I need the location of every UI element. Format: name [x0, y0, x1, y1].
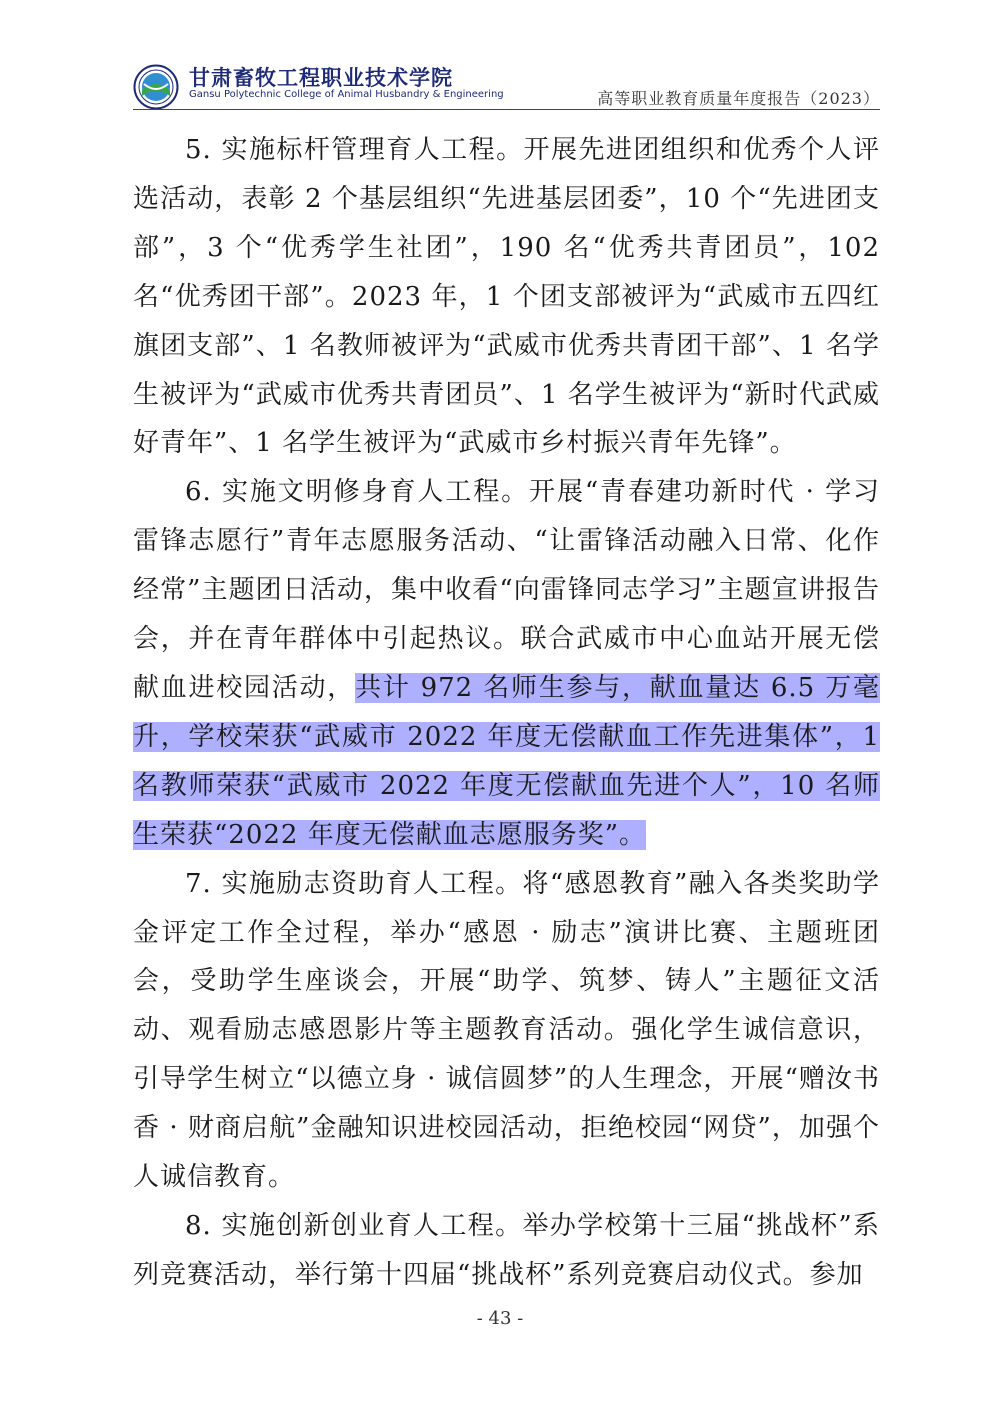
document-body — [133, 126, 880, 1300]
college-seal-icon — [133, 64, 179, 110]
paragraph-5: 5. 实施标杆管理育人工程。开展先进团组织和优秀个人评选活动，表彰 2 个基层组织“先进基层团委”，10 个“先进团支部”，3 个“优秀学生社团”，190 名“优秀共青团员”，102 名“优秀团干部”。2023 年，1 个团支部被评为“武威市五四红旗团支部”、1 名教师被评为“武威市优秀共青团干部”、1 名学生被评为“武威市优秀共青团员”、1 名学生被评为“新时代武威好青年”、1 名学生被评为“武威市乡村振兴青年先锋”。 — [133, 135, 880, 459]
paragraph-6 — [133, 468, 880, 859]
paragraph-8: 8. 实施创新创业育人工程。举办学校第十三届“挑战杯”系列竞赛活动，举行第十四届“挑战杯”系列竞赛启动仪式。参加 — [133, 1210, 880, 1290]
school-name-cn: 甘肃畜牧工程职业技术学院 — [189, 65, 453, 90]
page-header — [133, 58, 880, 113]
paragraph-7: 7. 实施励志资助育人工程。将“感恩教育”融入各类奖助学金评定工作全过程，举办“感恩 · 励志”演讲比赛、主题班团会，受助学生座谈会，开展“助学、筑梦、铸人”主题征文活动、观看励志感恩影片等主题教育活动。强化学生诚信意识，引导学生树立“以德立身 · 诚信圆梦”的人生理念，开展“赠汝书香 · 财商启航”金融知识进校园活动，拒绝校园“网贷”，加强个人诚信教育。 — [133, 868, 880, 1193]
header-divider — [133, 109, 880, 110]
report-title: 高等职业教育质量年度报告（2023） — [597, 89, 880, 108]
paragraph-6-text: 6. 实施文明修身育人工程。开展“青春建功新时代 · 学习雷锋志愿行”青年志愿服务活动、“让雷锋活动融入日常、化作经常”主题团日活动，集中收看“向雷锋同志学习”主题宣讲报告会，并在青年群体中引起热议。联合武威市中心血站开展无偿献血进校园活动， — [133, 477, 880, 703]
highlighted-text[interactable]: 共计 972 名师生参与，献血量达 6.5 万毫升，学校荣获“武威市 2022 年度无偿献血工作先进集体”，1 名教师荣获“武威市 2022 年度无偿献血先进个人”，10 名师生荣获“2022 年度无偿献血志愿服务奖”。 — [133, 672, 880, 850]
school-name-en: Gansu Polytechnic College of Animal Husbandry & Engineering — [189, 89, 504, 100]
page-number: - 43 - — [476, 1308, 524, 1329]
